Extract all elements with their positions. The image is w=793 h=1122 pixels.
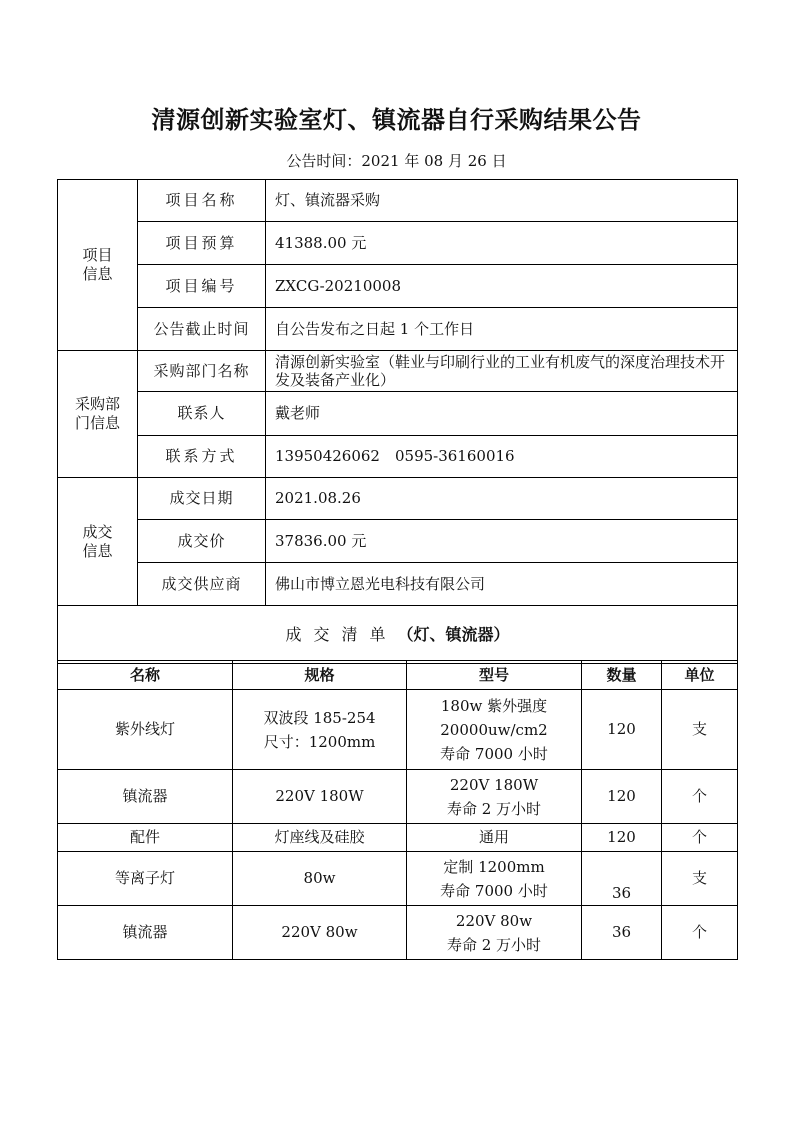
info-row [58, 392, 738, 436]
document-title: 清源创新实验室灯、镇流器自行采购结果公告 [151, 105, 642, 134]
list-title [58, 606, 738, 664]
cell-unit: 个 [662, 770, 738, 824]
table-row [58, 852, 738, 906]
group-deal-label: 成交 信息 [82, 522, 113, 560]
label-budget: 项目预算 [138, 222, 266, 265]
info-row [58, 351, 738, 392]
info-row [58, 436, 738, 478]
value-deadline: 自公告发布之日起 1 个工作日 [266, 308, 738, 351]
label-project-name: 项目名称 [138, 180, 266, 222]
col-header-name: 名称 [58, 661, 233, 690]
group-project [58, 180, 138, 351]
cell-model: 180w 紫外强度 20000uw/cm2 寿命 7000 小时 [407, 690, 582, 770]
item-list-table [57, 660, 738, 960]
info-row [58, 563, 738, 606]
info-row [58, 606, 738, 664]
info-row [58, 265, 738, 308]
cell-spec: 灯座线及硅胶 [233, 824, 407, 852]
list-title-suffix: （灯、镇流器） [397, 624, 510, 644]
label-phone: 联系方式 [138, 436, 266, 478]
cell-unit: 支 [662, 852, 738, 906]
info-row [58, 222, 738, 265]
value-dept-name: 清源创新实验室（鞋业与印刷行业的工业有机废气的深度治理技术开发及装备产业化） [266, 351, 738, 392]
label-deal-price: 成交价 [138, 520, 266, 563]
cell-name: 镇流器 [58, 906, 233, 960]
col-header-model: 型号 [407, 661, 582, 690]
table-row [58, 770, 738, 824]
col-header-spec: 规格 [233, 661, 407, 690]
value-project-name: 灯、镇流器采购 [266, 180, 738, 222]
cell-spec: 220V 180W [233, 770, 407, 824]
cell-model: 定制 1200mm 寿命 7000 小时 [407, 852, 582, 906]
cell-name: 镇流器 [58, 770, 233, 824]
label-contact: 联系人 [138, 392, 266, 436]
cell-qty: 36 [582, 852, 662, 906]
cell-model: 通用 [407, 824, 582, 852]
list-title-prefix: 成交清单 [285, 624, 398, 644]
info-row [58, 180, 738, 222]
cell-model: 220V 80w 寿命 2 万小时 [407, 906, 582, 960]
cell-name: 紫外线灯 [58, 690, 233, 770]
cell-name: 等离子灯 [58, 852, 233, 906]
label-dept-name: 采购部门名称 [138, 351, 266, 392]
table-row [58, 906, 738, 960]
cell-spec: 80w [233, 852, 407, 906]
col-header-qty: 数量 [582, 661, 662, 690]
cell-spec: 220V 80w [233, 906, 407, 960]
value-phone: 13950426062 0595-36160016 [266, 436, 738, 478]
cell-spec: 双波段 185-254 尺寸：1200mm [233, 690, 407, 770]
cell-qty: 120 [582, 824, 662, 852]
label-deal-date: 成交日期 [138, 478, 266, 520]
group-project-label: 项目 信息 [82, 246, 113, 283]
cell-qty: 120 [582, 690, 662, 770]
value-budget: 41388.00 元 [266, 222, 738, 265]
info-row [58, 520, 738, 563]
value-deal-price: 37836.00 元 [266, 520, 738, 563]
info-table [57, 179, 738, 664]
label-project-no: 项目编号 [138, 265, 266, 308]
cell-unit: 个 [662, 824, 738, 852]
table-row [58, 824, 738, 852]
cell-name: 配件 [58, 824, 233, 852]
table-row [58, 690, 738, 770]
cell-qty: 120 [582, 770, 662, 824]
group-dept-label: 采购部 门信息 [74, 395, 120, 432]
cell-unit: 支 [662, 690, 738, 770]
list-header-row [58, 661, 738, 690]
info-row [58, 308, 738, 351]
announcement-date: 公告时间：2021 年 08 月 26 日 [286, 152, 507, 170]
cell-qty: 36 [582, 906, 662, 960]
info-row [58, 478, 738, 520]
value-supplier: 佛山市博立恩光电科技有限公司 [266, 563, 738, 606]
cell-model: 220V 180W 寿命 2 万小时 [407, 770, 582, 824]
group-deal [58, 478, 138, 606]
group-dept [58, 351, 138, 478]
label-supplier: 成交供应商 [138, 563, 266, 606]
label-deadline: 公告截止时间 [138, 308, 266, 351]
value-project-no: ZXCG-20210008 [266, 265, 738, 308]
value-deal-date: 2021.08.26 [266, 478, 738, 520]
value-contact: 戴老师 [266, 392, 738, 436]
col-header-unit: 单位 [662, 661, 738, 690]
cell-unit: 个 [662, 906, 738, 960]
